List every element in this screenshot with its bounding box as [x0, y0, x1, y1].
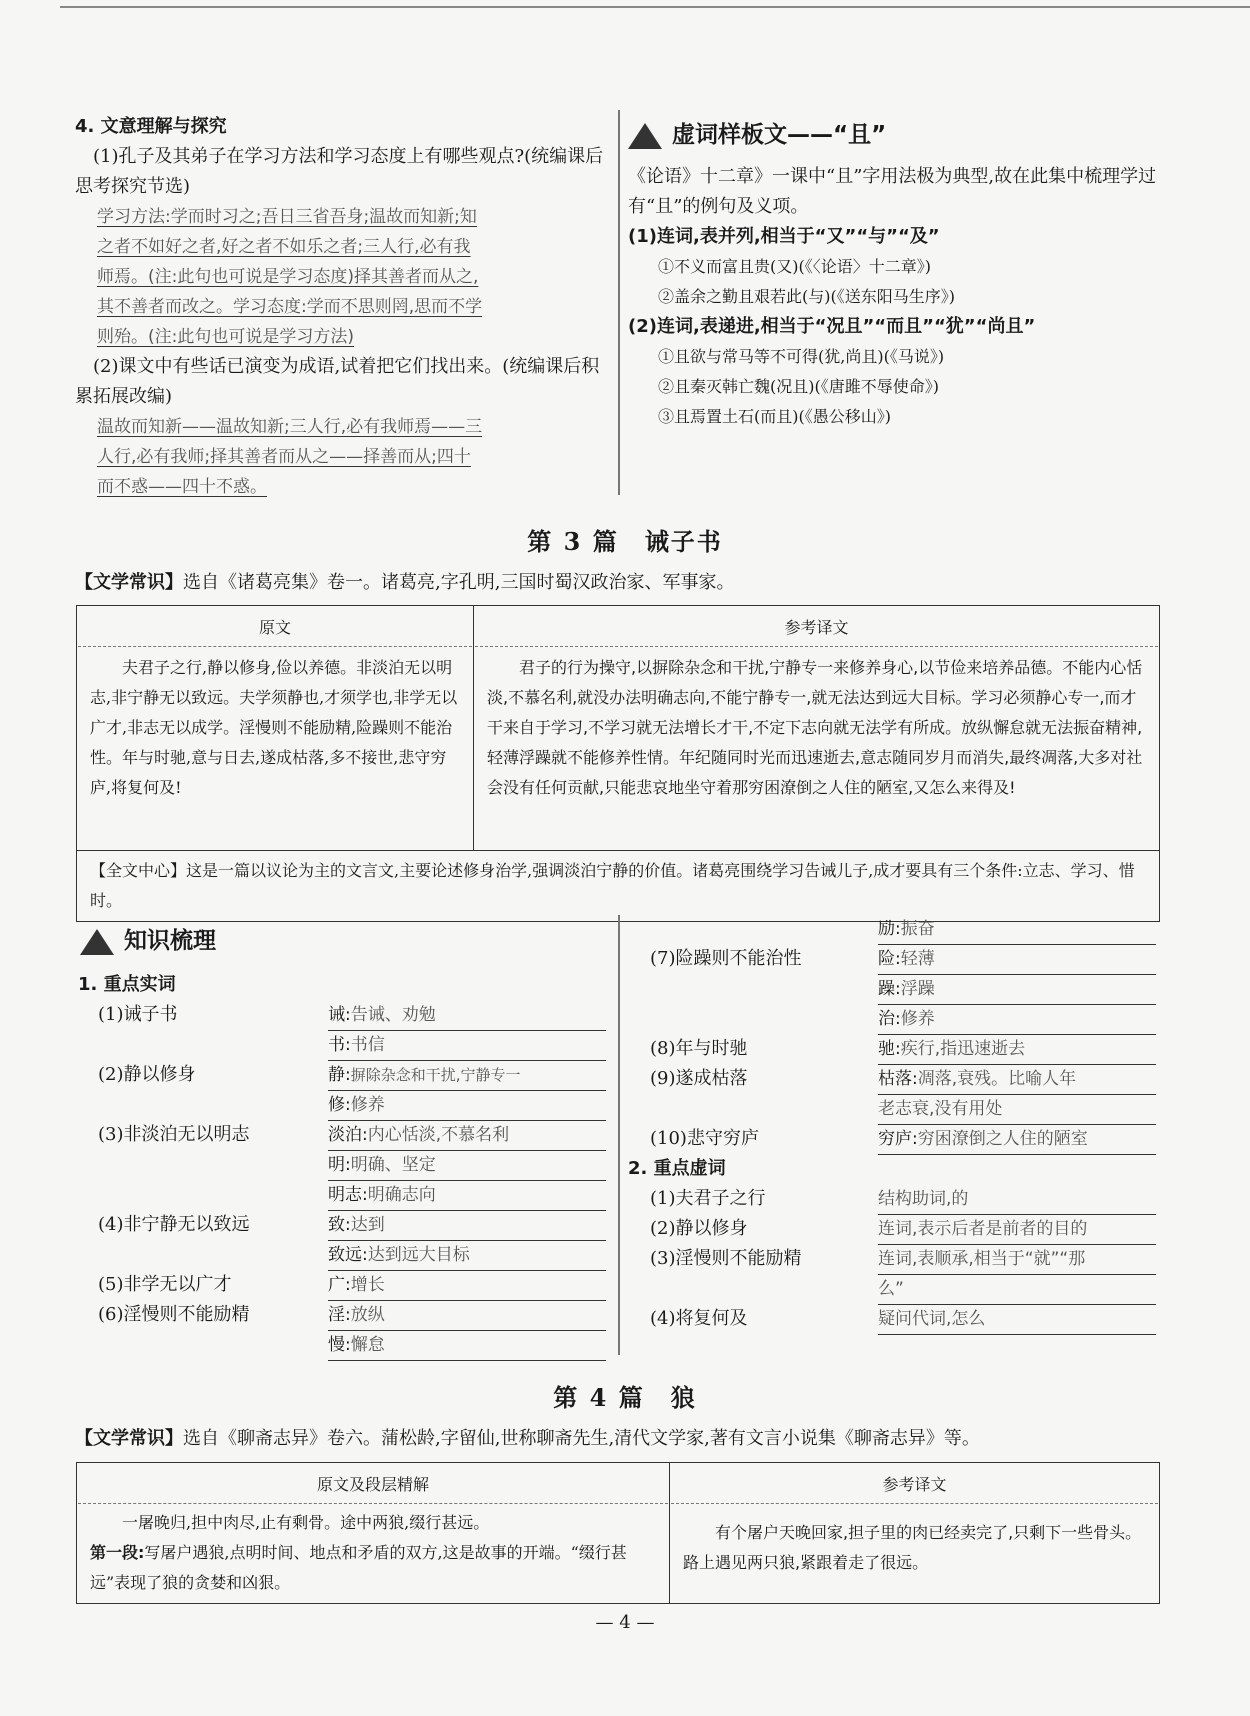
page-number: — 4 — [595, 1612, 655, 1633]
gloss-line [878, 914, 1156, 945]
lit-text: 选自《诸葛亮集》卷一。诸葛亮,字孔明,三国时蜀汉政治家、军事家。 [183, 572, 735, 593]
item-right: (8)年与时驰 [650, 1038, 748, 1059]
zs-s2: 2. 重点虚词 [628, 1158, 726, 1179]
gloss-value: 老志衰,没有用处 [878, 1099, 1003, 1119]
question-4-block [75, 112, 605, 502]
gloss-value: 振奋 [900, 919, 935, 939]
answer-line: 而不惑——四十不惑。 [97, 477, 267, 497]
xuci-p2: (2)连词,表递进,相当于“况且”“而且”“犹”“尚且” [628, 316, 1036, 337]
gloss-line [328, 1000, 606, 1031]
gloss-key: 穷庐: [878, 1129, 918, 1149]
gloss-line [878, 1214, 1156, 1245]
gloss-key: 诫: [328, 1005, 351, 1025]
answer-line: 师焉。(注:此句也可说是学习态度)择其善者而从之, [97, 267, 479, 287]
original-body [78, 1504, 668, 1602]
gloss-value: 连词,表示后者是前者的目的 [878, 1219, 1088, 1239]
ch3-lit [75, 568, 1175, 598]
example: ②盖余之勤且艰若此(与)(《送东阳马生序》) [658, 287, 955, 306]
gloss-value: 明确、坚定 [350, 1155, 436, 1175]
xuci-p1: (1)连词,表并列,相当于“又”“与”“及” [628, 226, 940, 247]
gloss-value: 达到远大目标 [367, 1245, 470, 1265]
gloss-key: 静: [328, 1065, 351, 1085]
translation-cell [474, 606, 1160, 851]
gloss-value: 结构助词,的 [878, 1189, 969, 1209]
column-divider [618, 110, 620, 495]
item-left: (4)非宁静无以致远 [98, 1214, 250, 1235]
gloss-key: 淡泊: [328, 1125, 368, 1145]
example: ①且欲与常马等不可得(犹,尚且)(《马说》) [658, 347, 945, 366]
gloss-key: 书: [328, 1035, 351, 1055]
item-left: (6)淫慢则不能励精 [98, 1304, 250, 1325]
item-right: (9)遂成枯落 [650, 1068, 748, 1089]
answer-line: 则殆。(注:此句也可说是学习方法) [97, 327, 354, 347]
xuci-intro: 《论语》十二章》一课中“且”字用法极为典型,故在此集中梳理学过有“且”的例句及义项。 [628, 166, 1157, 217]
pyramid-icon [628, 123, 662, 149]
column-divider [618, 915, 620, 1355]
gloss-key: 励: [878, 919, 901, 939]
gloss-value: 明确志向 [367, 1185, 436, 1205]
gloss-value: 修养 [350, 1095, 385, 1115]
gloss-value: 摒除杂念和干扰,宁静专一 [350, 1066, 521, 1084]
lit-text: 选自《聊斋志异》卷六。蒲松龄,字留仙,世称聊斋先生,清代文学家,著有文言小说集《聊斋志异》等。 [183, 1428, 980, 1449]
gloss-line [878, 1004, 1156, 1035]
zs-title: 知识梳理 [124, 928, 216, 954]
gloss-value: 修养 [900, 1009, 935, 1029]
gloss-line [878, 1244, 1156, 1275]
gloss-line [328, 1150, 606, 1181]
gloss-value: 懈怠 [350, 1335, 385, 1355]
gloss-key: 淫: [328, 1305, 351, 1325]
para-note [90, 1538, 656, 1598]
gloss-line [328, 1120, 606, 1151]
para-text: 写屠户遇狼,点明时间、地点和矛盾的双方,这是故事的开端。“缀行甚远”表现了狼的贪婪和凶狠。 [90, 1543, 627, 1592]
gloss-value: 书信 [350, 1035, 385, 1055]
answer-line: 温故而知新——温故知新;三人行,必有我师焉——三 [97, 417, 483, 437]
center-body: 这是一篇以议论为主的文言文,主要论述修身治学,强调淡泊宁静的价值。诸葛亮围绕学习告诫儿子,成才要具有三个条件:立志、学习、惜时。 [90, 861, 1135, 910]
ch4-table [76, 1462, 1160, 1604]
xuci-e2 [628, 342, 1168, 432]
center-cell [77, 851, 1160, 922]
gloss-line [328, 1180, 606, 1211]
xu-item: (3)淫慢则不能励精 [650, 1248, 802, 1269]
gloss-key: 明: [328, 1155, 351, 1175]
gloss-key: 险: [878, 949, 901, 969]
xu-item: (2)静以修身 [650, 1218, 748, 1239]
gloss-value: 增长 [350, 1275, 385, 1295]
gloss-value: 放纵 [350, 1305, 385, 1325]
top-rule [60, 6, 1250, 8]
gloss-key: 修: [328, 1095, 351, 1115]
example: ②且秦灭韩亡魏(况且)(《唐雎不辱使命》) [658, 377, 939, 396]
col-header: 原文及段层精解 [78, 1464, 668, 1504]
gloss-value: 疾行,指迅速逝去 [900, 1039, 1026, 1059]
gloss-line [328, 1300, 606, 1331]
ch4-lit [75, 1424, 1185, 1454]
col-header: 参考译文 [475, 607, 1158, 647]
gloss-line [878, 1094, 1156, 1125]
gloss-key: 致远: [328, 1245, 368, 1265]
gloss-line [878, 974, 1156, 1005]
gloss-key: 枯落: [878, 1069, 918, 1089]
gloss-value: 穷困潦倒之人住的陋室 [917, 1129, 1088, 1149]
gloss-value: 轻薄 [900, 949, 935, 969]
gloss-line [328, 1030, 606, 1061]
xuci-title: 虚词样板文——“且” [672, 122, 887, 148]
pyramid-icon [80, 929, 114, 955]
q4-a2 [75, 412, 605, 502]
gloss-line [328, 1090, 606, 1121]
gloss-value: 告诫、劝勉 [350, 1005, 436, 1025]
translation-text: 有个屠户天晚回家,担子里的肉已经卖完了,只剩下一些骨头。路上遇见两只狼,紧跟着走了很远。 [683, 1523, 1142, 1572]
xu-item: (1)夫君子之行 [650, 1188, 766, 1209]
original-text: 夫君子之行,静以修身,俭以养德。非淡泊无以明志,非宁静无以致远。夫学须静也,才须学也,非学无以广才,非志无以成学。淫慢则不能励精,险躁则不能治性。年与时驰,意与日去,遂成枯落,多不接世,悲守穷庐,将复何及! [90, 658, 458, 797]
original-text: 一屠晚归,担中肉尽,止有剩骨。途中两狼,缀行甚远。 [122, 1513, 490, 1532]
item-left: (2)静以修身 [98, 1064, 196, 1085]
ch3-table [76, 605, 1160, 922]
q4-a1 [75, 202, 605, 352]
xuci-title-row [628, 120, 1168, 150]
zs-title-row [80, 922, 216, 955]
answer-line: 学习方法:学而时习之;吾日三省吾身;温故而知新;知 [97, 207, 477, 227]
gloss-line [878, 1304, 1156, 1335]
gloss-value: 么” [878, 1279, 904, 1299]
gloss-key: 躁: [878, 979, 901, 999]
translation-text: 君子的行为操守,以摒除杂念和干扰,宁静专一来修养身心,以节俭来培养品德。不能内心恬淡,不慕名利,就没办法明确志向,不能宁静专一,就无法达到远大目标。学习必须静心专一,而才干来自于学习,不学习就无法增长才干,不定下志向就无法学有所成。放纵懈怠就无法振奋精神,轻薄浮躁就不能修养性情。年纪随同时光而迅速逝去,意志随同岁月而消失,最终凋落,大多对社会没有任何贡献,只能悲哀地坐守着那穷困潦倒之人住的陋室,又怎么来得及! [487, 658, 1143, 797]
gloss-value: 连词,表顺承,相当于“就”“那 [878, 1249, 1086, 1269]
zs-s1: 1. 重点实词 [78, 974, 176, 995]
gloss-value: 凋落,衰残。比喻人年 [917, 1069, 1077, 1089]
example: ③且焉置土石(而且)(《愚公移山》) [658, 407, 891, 426]
gloss-line [878, 1034, 1156, 1065]
xuci-e1 [628, 252, 1168, 312]
gloss-line [878, 1064, 1156, 1095]
gloss-line [328, 1270, 606, 1301]
gloss-value: 疑问代词,怎么 [878, 1309, 986, 1329]
original-cell [77, 606, 474, 851]
center-text [78, 852, 1158, 920]
gloss-key: 致: [328, 1215, 351, 1235]
gloss-key: 慢: [328, 1335, 351, 1355]
center-label: 【全文中心】 [90, 861, 187, 880]
gloss-line [328, 1210, 606, 1241]
chapter-4-title: 第 4 篇 狼 [553, 1383, 697, 1412]
gloss-value: 浮躁 [900, 979, 935, 999]
gloss-line [328, 1330, 606, 1361]
chapter-3-title: 第 3 篇 诫子书 [527, 527, 723, 556]
gloss-key: 广: [328, 1275, 351, 1295]
item-left: (5)非学无以广才 [98, 1274, 232, 1295]
gloss-line [878, 1184, 1156, 1215]
lit-label: 【文学常识】 [75, 1428, 183, 1449]
gloss-value: 内心恬淡,不慕名利 [367, 1125, 510, 1145]
col-header: 参考译文 [671, 1464, 1158, 1504]
gloss-line [328, 1060, 606, 1091]
translation-cell [670, 1463, 1160, 1604]
item-right: (10)悲守穷庐 [650, 1128, 759, 1149]
gloss-line [328, 1240, 606, 1271]
gloss-key: 治: [878, 1009, 901, 1029]
gloss-key: 驰: [878, 1039, 901, 1059]
answer-line: 人行,必有我师;择其善者而从之——择善而从;四十 [97, 447, 471, 467]
q4-heading: 4. 文意理解与探究 [75, 116, 227, 137]
xuci-block [628, 120, 1168, 432]
item-right: (7)险躁则不能治性 [650, 948, 802, 969]
answer-line: 其不善者而改之。学习态度:学而不思则罔,思而不学 [97, 297, 483, 317]
col-header: 原文 [78, 607, 472, 647]
lit-label: 【文学常识】 [75, 572, 183, 593]
gloss-line [878, 944, 1156, 975]
item-left: (1)诫子书 [98, 1004, 178, 1025]
q4-q2: (2)课文中有些话已演变为成语,试着把它们找出来。(统编课后积累拓展改编) [75, 356, 600, 407]
item-left: (3)非淡泊无以明志 [98, 1124, 250, 1145]
para-label: 第一段: [90, 1543, 145, 1562]
gloss-key: 明志: [328, 1185, 368, 1205]
q4-q1: (1)孔子及其弟子在学习方法和学习态度上有哪些观点?(统编课后思考探究节选) [75, 146, 604, 197]
original-cell [77, 1463, 670, 1604]
example: ①不义而富且贵(又)(《〈论语〉十二章》) [658, 257, 931, 276]
gloss-line [878, 1274, 1156, 1305]
gloss-value: 达到 [350, 1215, 385, 1235]
xu-item: (4)将复何及 [650, 1308, 748, 1329]
gloss-line [878, 1124, 1156, 1155]
answer-line: 之者不如好之者,好之者不如乐之者;三人行,必有我 [97, 237, 471, 257]
